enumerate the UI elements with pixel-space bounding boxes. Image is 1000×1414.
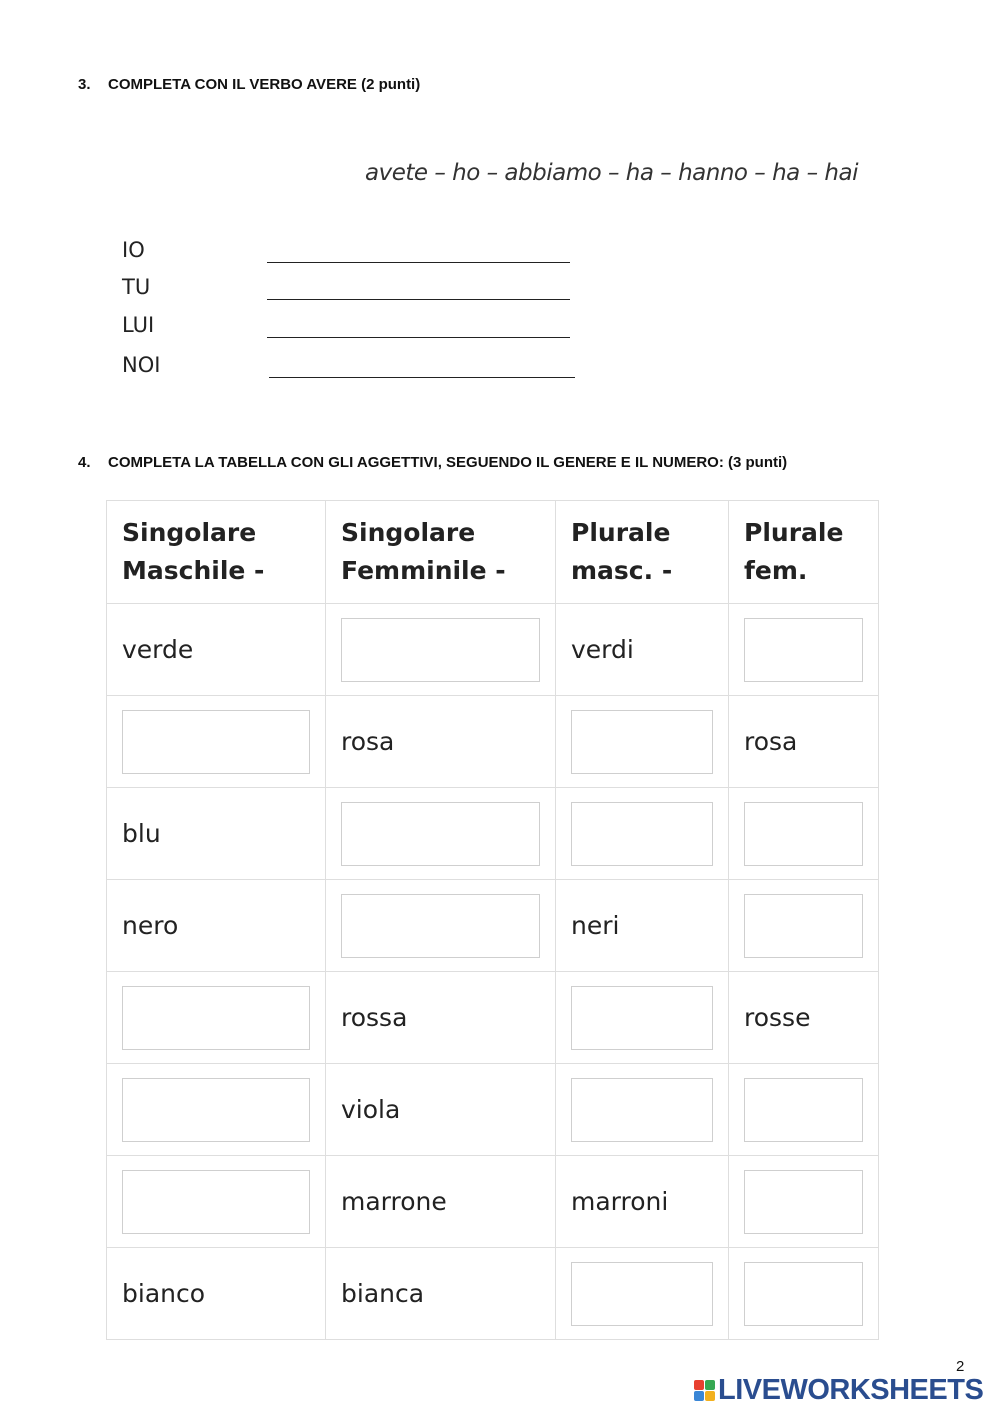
table-row (107, 788, 879, 880)
brand-name: LIVEWORKSHEETS (718, 1374, 984, 1406)
table-cell (107, 788, 326, 880)
adjective-text: neri (571, 911, 620, 940)
column-header-line: Singolare (122, 518, 257, 547)
table-cell (326, 788, 556, 880)
adjective-text: rosa (744, 727, 798, 756)
column-header (107, 501, 326, 604)
header-row (107, 501, 879, 604)
table-cell (556, 696, 729, 788)
table-cell (107, 1064, 326, 1156)
adjective-text: bianco (122, 1279, 206, 1308)
table-row (107, 972, 879, 1064)
table-cell (729, 1156, 879, 1248)
table-cell (556, 880, 729, 972)
table-cell (326, 1248, 556, 1340)
column-header-line: Maschile - (122, 556, 265, 585)
answer-input-box[interactable] (341, 618, 540, 682)
table-cell (556, 1064, 729, 1156)
answer-line-tu[interactable] (267, 299, 570, 300)
answer-input-box[interactable] (744, 802, 863, 866)
table-cell (107, 604, 326, 696)
answer-input-box[interactable] (744, 1078, 863, 1142)
column-header (556, 501, 729, 604)
adjective-table-body (107, 604, 879, 1340)
answer-line-io[interactable] (267, 262, 570, 263)
table-cell (556, 1156, 729, 1248)
table-cell (326, 604, 556, 696)
answer-input-box[interactable] (744, 1262, 863, 1326)
section-4-number: 4. (78, 454, 91, 471)
answer-input-box[interactable] (122, 1170, 310, 1234)
column-header-line: Singolare (341, 518, 476, 547)
logo-square (705, 1391, 715, 1401)
logo-square (705, 1380, 715, 1390)
pronoun-label: IO (122, 238, 145, 262)
table-row (107, 1248, 879, 1340)
answer-input-box[interactable] (571, 986, 713, 1050)
section-3-heading (78, 76, 420, 93)
table-cell (107, 880, 326, 972)
pronoun-label: TU (122, 275, 151, 299)
answer-input-box[interactable] (341, 802, 540, 866)
table-row (107, 1064, 879, 1156)
column-header-line: Plurale (744, 518, 844, 547)
page-number: 2 (956, 1358, 965, 1375)
table-cell (729, 1248, 879, 1340)
answer-input-box[interactable] (122, 1078, 310, 1142)
section-4-title: COMPLETA LA TABELLA CON GLI AGGETTIVI, SEGUENDO IL GENERE E IL NUMERO: (3 punti) (108, 454, 788, 471)
answer-input-box[interactable] (341, 894, 540, 958)
verb-word-bank: avete – ho – abbiamo – ha – hanno – ha – hai (365, 160, 858, 186)
answer-input-box[interactable] (571, 1078, 713, 1142)
column-header (729, 501, 879, 604)
adjective-text: rosa (341, 727, 395, 756)
adjective-table-header (107, 501, 879, 604)
table-row (107, 604, 879, 696)
table-cell (729, 604, 879, 696)
answer-input-box[interactable] (571, 802, 713, 866)
table-row (107, 880, 879, 972)
column-header-line: Femminile - (341, 556, 506, 585)
column-header-line: fem. (744, 556, 808, 585)
table-cell (556, 788, 729, 880)
column-header-line: Plurale (571, 518, 671, 547)
liveworksheets-icon (694, 1380, 715, 1401)
adjective-text: rosse (744, 1003, 811, 1032)
table-cell (326, 880, 556, 972)
adjective-text: marrone (341, 1187, 447, 1216)
answer-input-box[interactable] (122, 710, 310, 774)
adjective-text: verde (122, 635, 194, 664)
answer-input-box[interactable] (571, 1262, 713, 1326)
adjective-text: bianca (341, 1279, 425, 1308)
table-cell (326, 696, 556, 788)
section-3-title: COMPLETA CON IL VERBO AVERE (2 punti) (108, 76, 421, 93)
answer-input-box[interactable] (744, 1170, 863, 1234)
adjective-text: blu (122, 819, 161, 848)
answer-line-noi[interactable] (269, 377, 575, 378)
table-cell (107, 972, 326, 1064)
logo-square (694, 1391, 704, 1401)
column-header (326, 501, 556, 604)
adjective-text: viola (341, 1095, 401, 1124)
answer-input-box[interactable] (571, 710, 713, 774)
logo-square (694, 1380, 704, 1390)
adjective-text: verdi (571, 635, 634, 664)
table-cell (107, 1156, 326, 1248)
answer-input-box[interactable] (122, 986, 310, 1050)
table-cell (326, 1064, 556, 1156)
section-4-heading (78, 454, 787, 471)
adjective-text: rossa (341, 1003, 408, 1032)
pronoun-label: NOI (122, 353, 161, 377)
table-cell (729, 788, 879, 880)
table-cell (556, 1248, 729, 1340)
section-3-number: 3. (78, 76, 91, 93)
adjective-text: marroni (571, 1187, 669, 1216)
column-header-line: masc. - (571, 556, 673, 585)
table-cell (556, 972, 729, 1064)
table-cell (326, 1156, 556, 1248)
table-cell (556, 604, 729, 696)
answer-input-box[interactable] (744, 618, 863, 682)
table-cell (326, 972, 556, 1064)
answer-input-box[interactable] (744, 894, 863, 958)
adjective-table (106, 500, 879, 1340)
liveworksheets-logo (694, 1374, 983, 1407)
answer-line-lui[interactable] (267, 337, 570, 338)
table-cell (107, 1248, 326, 1340)
table-cell (729, 1064, 879, 1156)
adjective-text: nero (122, 911, 179, 940)
table-row (107, 1156, 879, 1248)
table-cell (729, 972, 879, 1064)
table-cell (107, 696, 326, 788)
table-row (107, 696, 879, 788)
pronoun-label: LUI (122, 313, 155, 337)
table-cell (729, 880, 879, 972)
table-cell (729, 696, 879, 788)
